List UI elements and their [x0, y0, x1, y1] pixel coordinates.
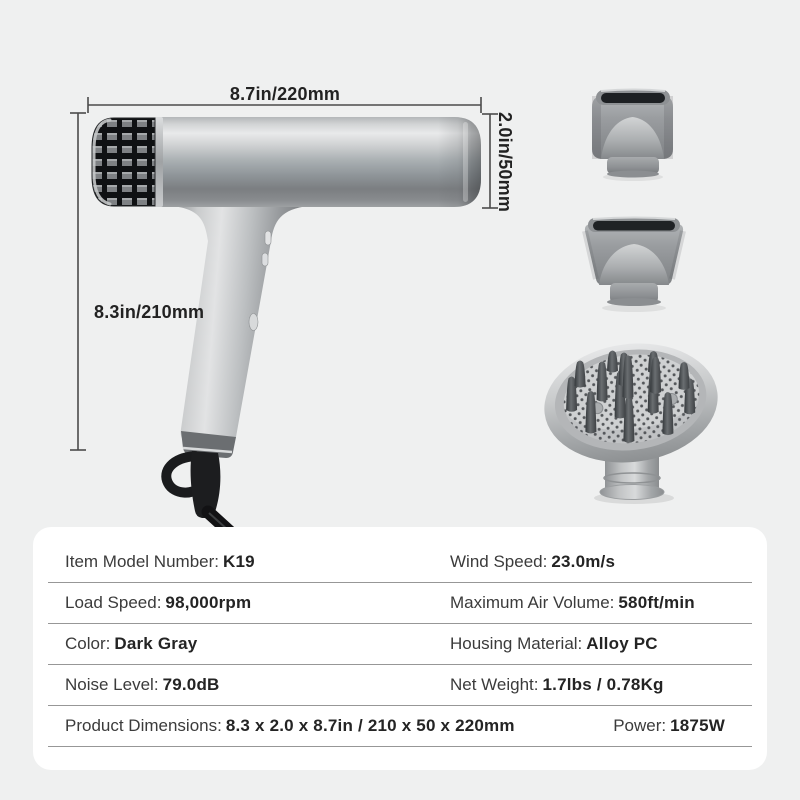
spec-row-model-windspeed [48, 542, 752, 583]
nozzle-attachment-small [592, 90, 673, 182]
height-dimension-label: 8.3in/210mm [94, 302, 205, 322]
spec-label: Color: [65, 634, 111, 653]
spec-cell-housing-material [450, 634, 658, 654]
spec-cell-noise-level [65, 675, 450, 695]
spec-value: 98,000rpm [165, 593, 252, 612]
spec-label: Product Dimensions: [65, 716, 222, 735]
nozzle-opening [601, 93, 665, 103]
spec-label: Wind Speed: [450, 552, 548, 571]
spec-cell-product-dimensions [65, 716, 515, 736]
spec-cell-model [65, 552, 450, 572]
spec-value: 1875W [670, 716, 725, 735]
dryer-handle [172, 206, 309, 445]
spec-row-noise-weight [48, 665, 752, 706]
nozzle-attachment-wide [585, 218, 683, 313]
spec-cell-air-volume [450, 593, 695, 613]
nozzle-opening [593, 221, 675, 231]
spec-label: Net Weight: [450, 675, 539, 694]
spec-table [33, 527, 767, 770]
spec-label: Item Model Number: [65, 552, 219, 571]
spec-value: 23.0m/s [551, 552, 616, 571]
spec-value: Alloy PC [586, 634, 658, 653]
spec-cell-wind-speed [450, 552, 615, 572]
spec-value: Dark Gray [114, 634, 198, 653]
spec-label: Housing Material: [450, 634, 583, 653]
spec-row-dimensions-power [48, 706, 752, 747]
spec-row-color-material [48, 624, 752, 665]
spec-value: 1.7lbs / 0.78Kg [542, 675, 664, 694]
spec-label: Maximum Air Volume: [450, 593, 615, 612]
spec-row-loadspeed-airvolume [48, 583, 752, 624]
spec-cell-color [65, 634, 450, 654]
height-dimension-line [70, 113, 86, 450]
diffuser-attachment [537, 334, 724, 504]
spec-label: Noise Level: [65, 675, 159, 694]
depth-dimension-label: 2.0in/50mm [495, 112, 515, 213]
hair-dryer-image [92, 117, 481, 532]
spec-value: 580ft/min [618, 593, 695, 612]
spec-label: Power: [613, 716, 667, 735]
spec-cell-load-speed [65, 593, 450, 613]
air-intake-grille [92, 118, 155, 206]
spec-cell-net-weight [450, 675, 664, 695]
spec-value: 79.0dB [162, 675, 220, 694]
spec-value: K19 [223, 552, 255, 571]
dryer-barrel [160, 117, 481, 207]
spec-cell-power [613, 716, 735, 736]
spec-value: 8.3 x 2.0 x 8.7in / 210 x 50 x 220mm [225, 716, 515, 735]
spec-label: Load Speed: [65, 593, 162, 612]
power-cord [166, 451, 230, 532]
width-dimension-label: 8.7in/220mm [229, 84, 341, 104]
